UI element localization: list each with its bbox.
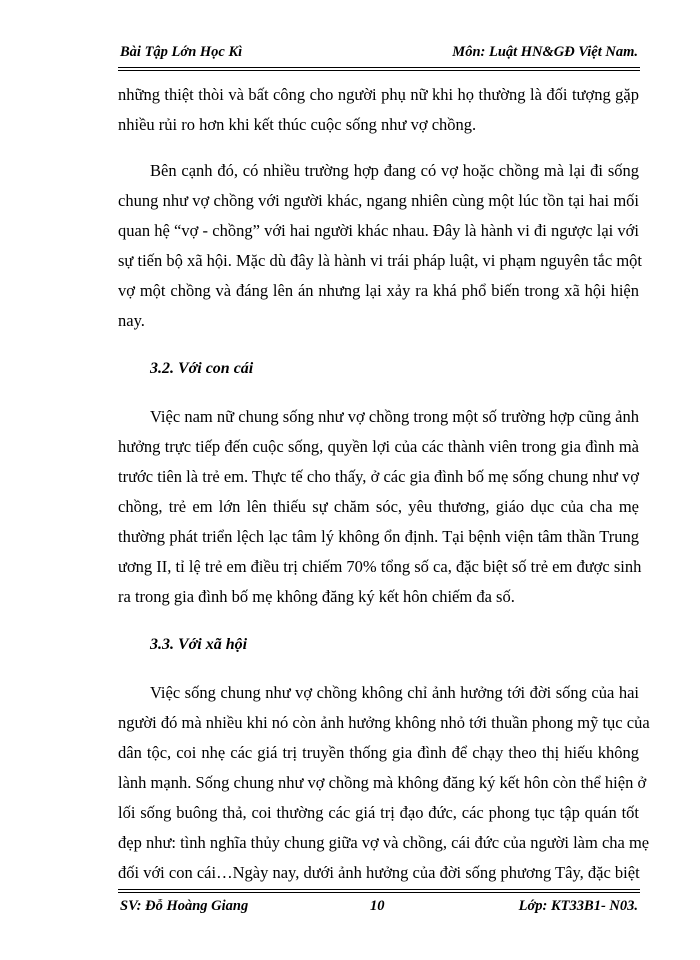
text-line: sự tiến bộ xã hội. Mặc dù đây là hành vi trái pháp luật, vi phạm nguyên tắc một — [118, 251, 642, 270]
text-line: ương II, tỉ lệ trẻ em điều trị chiếm 70% tổng số ca, đặc biệt số trẻ em được sinh — [118, 557, 642, 576]
header-subject: Môn: Luật HN&GĐ Việt Nam. — [452, 44, 638, 60]
text-line: Bên cạnh đó, có nhiều trường hợp đang có vợ hoặc chồng mà lại đi sống — [150, 161, 639, 180]
section-heading-3-2: 3.2. Với con cái — [150, 360, 254, 377]
text-line: hưởng trực tiếp đến cuộc sống, quyền lợi của các thành viên trong gia đình mà — [118, 437, 639, 456]
text-line: dân tộc, coi nhẹ các giá trị truyền thống gia đình để chạy theo thị hiếu không — [118, 743, 639, 762]
document-body — [118, 80, 650, 888]
footer-divider — [118, 889, 640, 893]
page-footer — [120, 898, 638, 918]
text-line: Việc nam nữ chung sống như vợ chồng trong một số trường hợp cũng ảnh — [150, 407, 639, 426]
text-line: lối sống buông thả, coi thường các giá trị đạo đức, các phong tục tập quán tốt — [118, 803, 639, 822]
text-line: ra trong gia đình bố mẹ không đăng ký kết hôn chiếm đa số. — [118, 587, 515, 606]
text-line: nhiều rủi ro hơn khi kết thúc cuộc sống như vợ chồng. — [118, 115, 477, 134]
text-line: người đó mà nhiều khi nó còn ảnh hưởng không nhỏ tới thuần phong mỹ tục của — [118, 713, 650, 732]
paragraph-1 — [118, 80, 639, 140]
text-line: trước tiên là trẻ em. Thực tế cho thấy, ở các gia đình bố mẹ sống chung như vợ — [118, 467, 639, 486]
section-heading-3-3: 3.3. Với xã hội — [150, 636, 248, 653]
text-line: những thiệt thòi và bất công cho người phụ nữ khi họ thường là đối tượng gặp — [118, 85, 639, 104]
header-course-title: Bài Tập Lớn Học Kì — [120, 44, 243, 60]
text-line: thường phát triển lệch lạc tâm lý không ổn định. Tại bệnh viện tâm thần Trung — [118, 527, 639, 546]
text-line: đẹp như: tình nghĩa thủy chung giữa vợ và chồng, cái đức của người làm cha mẹ — [118, 833, 650, 852]
text-line: Việc sống chung như vợ chồng không chỉ ảnh hưởng tới đời sống của hai — [150, 683, 639, 702]
text-line: chung như vợ chồng với người khác, ngang nhiên cùng một lúc tồn tại hai mối — [118, 191, 639, 210]
footer-class: Lớp: KT33B1- N03. — [518, 898, 638, 914]
page-header — [120, 44, 638, 64]
text-line: quan hệ “vợ - chồng” với hai người khác nhau. Đây là hành vi đi ngược lại với — [118, 221, 639, 240]
page-number: 10 — [370, 898, 385, 914]
text-line: nay. — [118, 311, 145, 330]
paragraph-2 — [118, 156, 642, 336]
text-line: đối với con cái…Ngày nay, dưới ảnh hưởng của đời sống phương Tây, đặc biệt — [118, 863, 640, 882]
paragraph-3 — [118, 402, 642, 612]
header-divider — [118, 67, 640, 71]
text-line: chồng, trẻ em lớn lên thiếu sự chăm sóc, yêu thương, giáo dục của cha mẹ — [118, 497, 639, 516]
footer-student: SV: Đỗ Hoàng Giang — [120, 898, 249, 914]
text-line: vợ một chồng và đáng lên án nhưng lại xảy ra khá phổ biến trong xã hội hiện — [118, 281, 639, 300]
text-line: lành mạnh. Sống chung như vợ chồng mà không đăng ký kết hôn còn thể hiện ở — [118, 773, 647, 792]
paragraph-4 — [118, 678, 650, 888]
